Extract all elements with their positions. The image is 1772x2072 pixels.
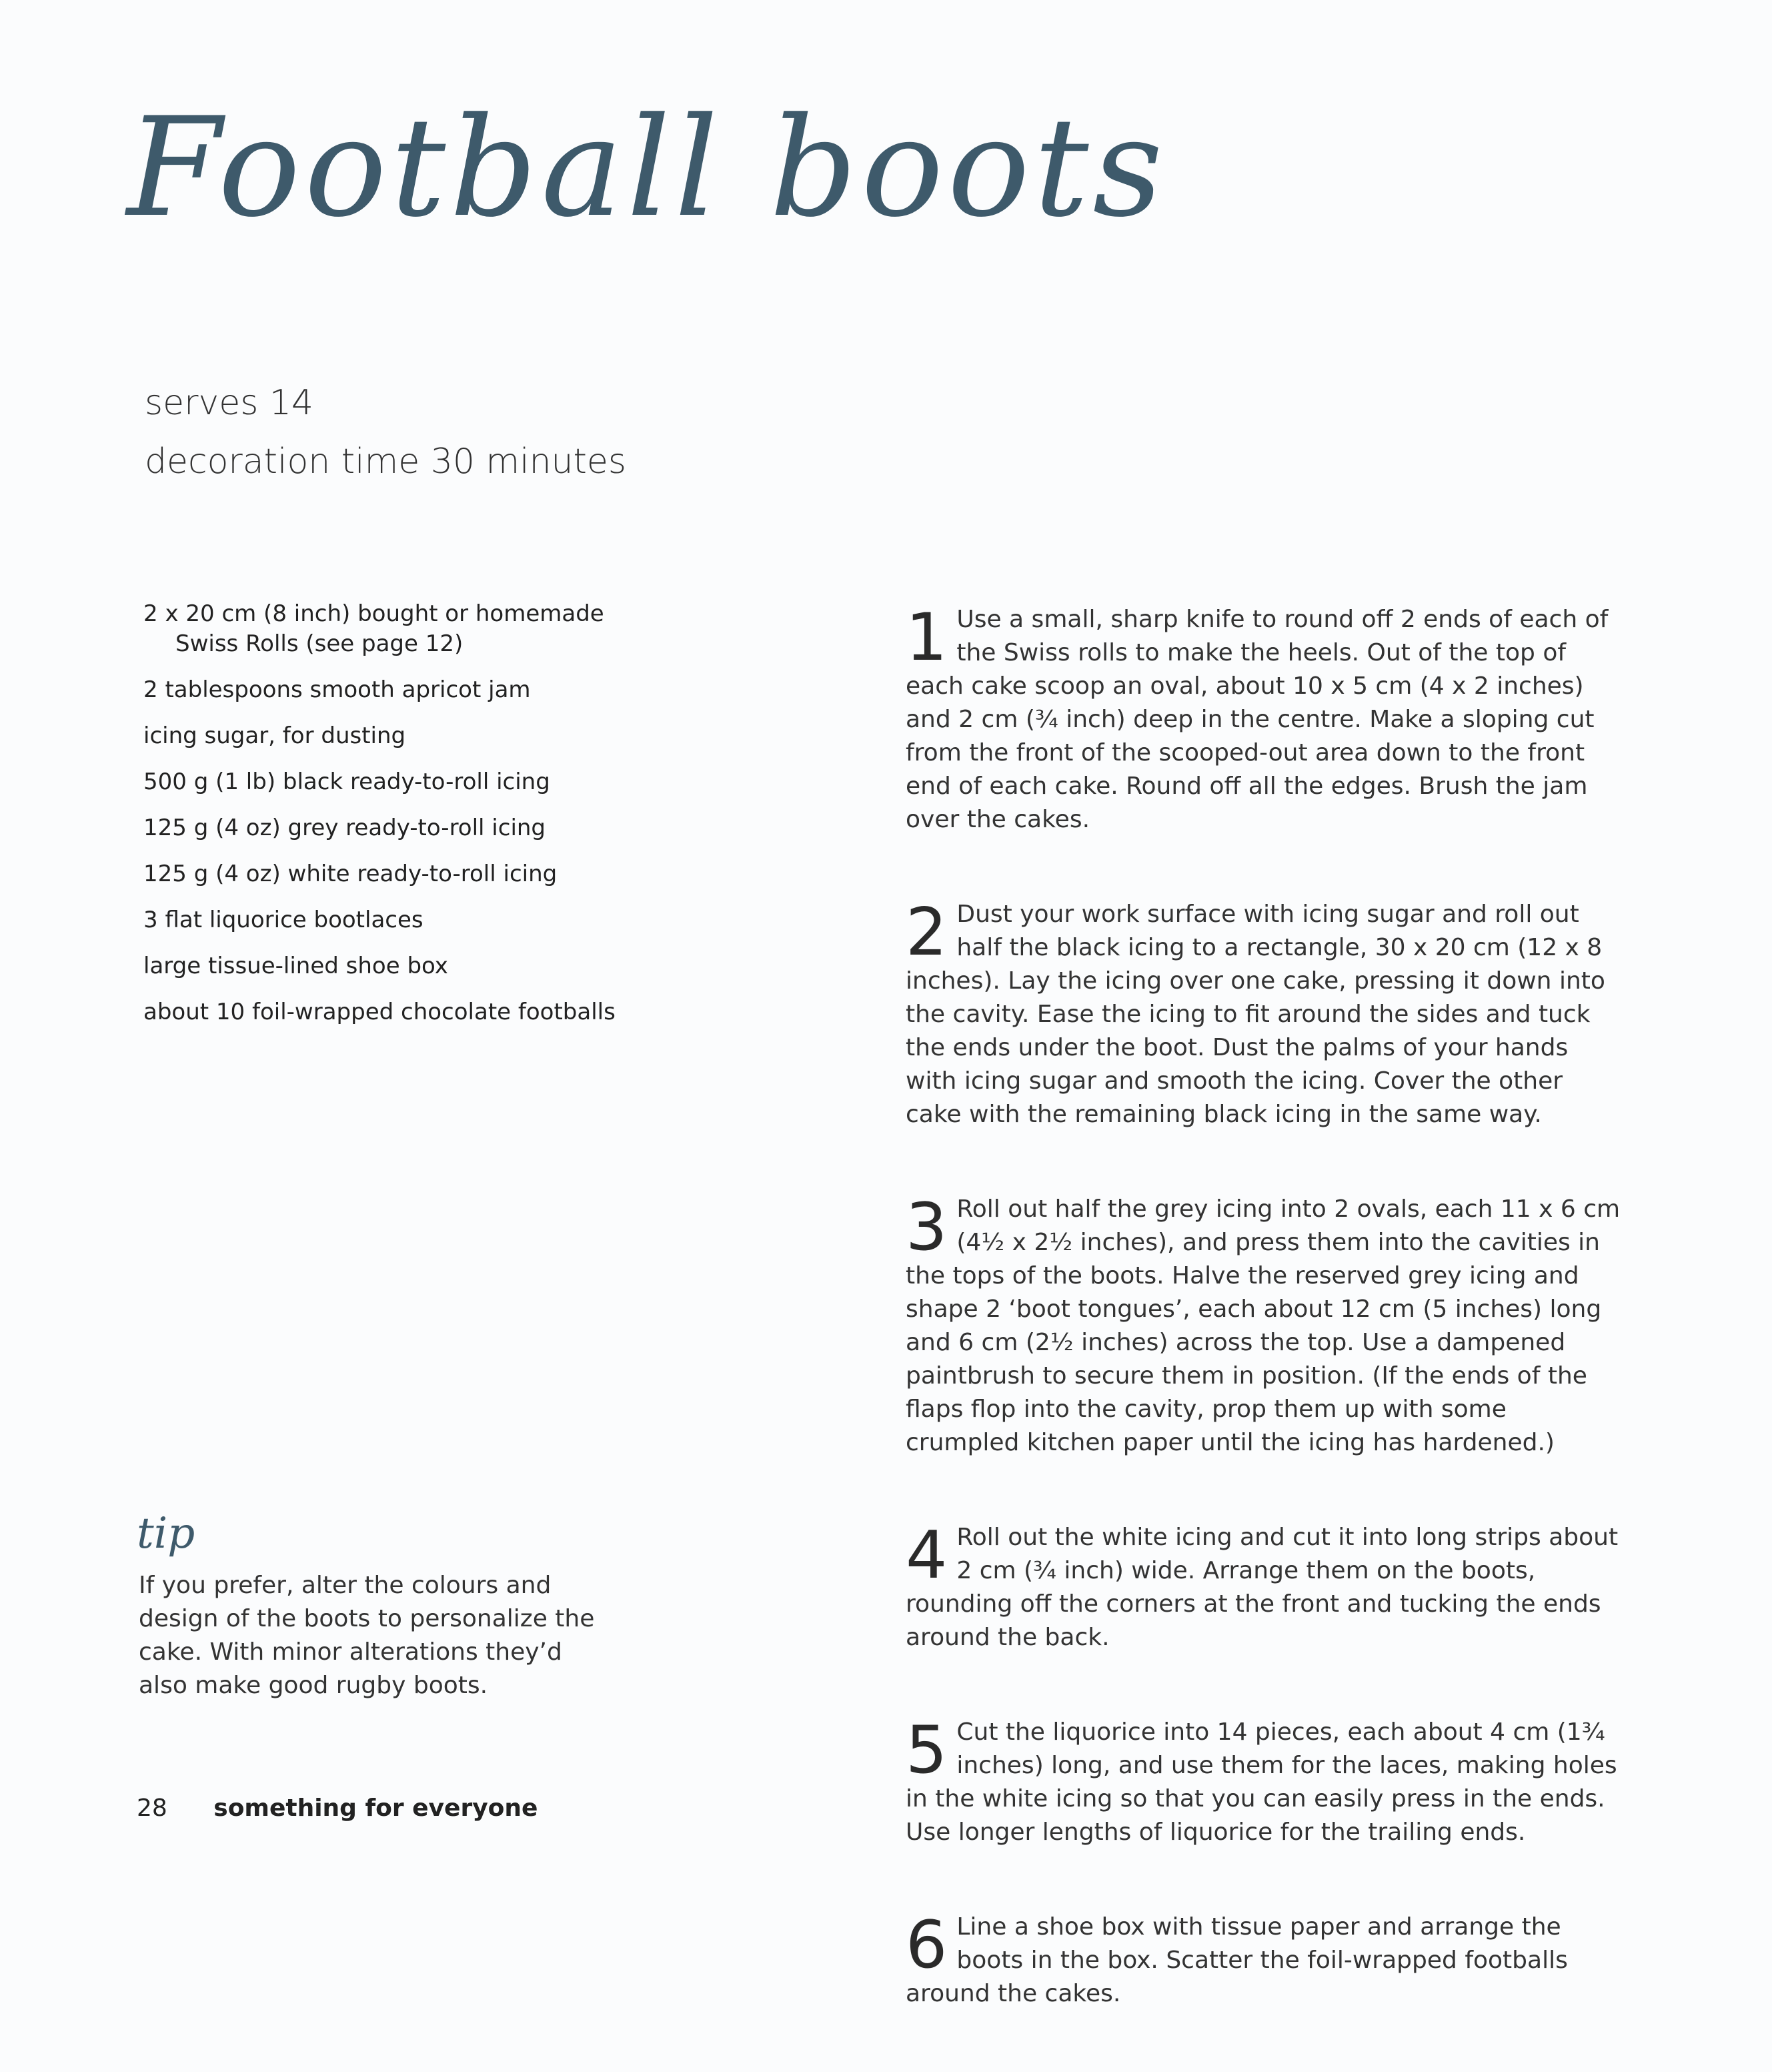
decoration-time: decoration time 30 minutes	[145, 442, 626, 482]
servings: serves 14	[145, 383, 314, 423]
step-number: 5	[906, 1712, 948, 1788]
step-text: Roll out half the grey icing into 2 ovals, each 11 x 6 cm (4½ x 2½ inches), and press them into the cavities in the tops of the boots. Halve the reserved grey icing and shape 2 ‘boot tongues’, each about 12 cm (5 inches) long and 6 cm (2½ inches) across the top. Use a dampened paintbrush to secure them in position. (If the ends of the flaps flop into the cavity, prop them up with some crumpled kitchen paper until the icing has hardened.)	[906, 1195, 1621, 1456]
ingredient-item: 2 tablespoons smooth apricot jam	[143, 676, 531, 703]
step-text: Line a shoe box with tissue paper and arrange the boots in the box. Scatter the foil-wrapped footballs around the cakes.	[906, 1913, 1568, 2007]
method-step	[906, 1712, 1626, 1849]
page-number: 28	[137, 1794, 167, 1822]
tip-text: If you prefer, alter the colours and design of the boots to personalize the cake. With minor alterations they’d also make good rugby boots.	[139, 1572, 595, 1699]
footer-section-title: something for everyone	[213, 1794, 538, 1822]
step-number: 1	[906, 600, 948, 676]
method-step	[906, 600, 1626, 837]
method-steps	[906, 600, 1626, 2072]
method-step	[906, 1189, 1626, 1460]
step-text: Dust your work surface with icing sugar and roll out half the black icing to a rectangle, 30 x 20 cm (12 x 8 inches). Lay the icing over one cake, pressing it down into the cavity. Ease the icing to fit around the sides and tuck the ends under the boot. Dust the palms of your hands with icing sugar and smooth the icing. Cover the other cake with the remaining black icing in the same way.	[906, 901, 1605, 1128]
ingredient-item: about 10 foil-wrapped chocolate footballs	[143, 999, 616, 1025]
method-step	[906, 1907, 1626, 2011]
tip-heading: tip	[137, 1509, 195, 1558]
ingredient-item: 2 x 20 cm (8 inch) bought or homemade Swiss Rolls (see page 12)	[143, 600, 604, 657]
ingredient-item: 3 flat liquorice bootlaces	[143, 907, 423, 933]
ingredient-list	[143, 599, 624, 1043]
step-number: 4	[906, 1518, 948, 1594]
step-text: Use a small, sharp knife to round off 2 ends of each of the Swiss rolls to make the heels. Out of the top of each cake scoop an oval, about 10 x 5 cm (4 x 2 inches) and 2 cm (¾ inch) deep in the centre. Make a sloping cut from the front of the scooped-out area down to the front end of each cake. Round off all the edges. Brush the jam over the cakes.	[906, 606, 1609, 833]
ingredient-item: icing sugar, for dusting	[143, 722, 406, 749]
ingredient-item: 125 g (4 oz) white ready-to-roll icing	[143, 861, 558, 887]
recipe-meta	[145, 374, 626, 491]
step-text: Roll out the white icing and cut it into long strips about 2 cm (¾ inch) wide. Arrange them on the boots, rounding off the corners at the front and tucking the ends around the back.	[906, 1524, 1619, 1651]
page-title: Football boots	[127, 89, 1167, 247]
page-footer	[137, 1794, 538, 1822]
method-step	[906, 895, 1626, 1131]
method-step	[906, 1518, 1626, 1654]
ingredient-item: large tissue-lined shoe box	[143, 953, 448, 979]
ingredient-item: 500 g (1 lb) black ready-to-roll icing	[143, 768, 550, 795]
step-text: Cut the liquorice into 14 pieces, each about 4 cm (1¾ inches) long, and use them for the laces, making holes in the white icing so that you can easily press in the ends. Use longer lengths of liquorice for the trailing ends.	[906, 1718, 1617, 1846]
step-number: 6	[906, 1907, 948, 1983]
step-number: 3	[906, 1189, 948, 1265]
ingredient-item: 125 g (4 oz) grey ready-to-roll icing	[143, 815, 546, 841]
step-number: 2	[906, 895, 948, 971]
